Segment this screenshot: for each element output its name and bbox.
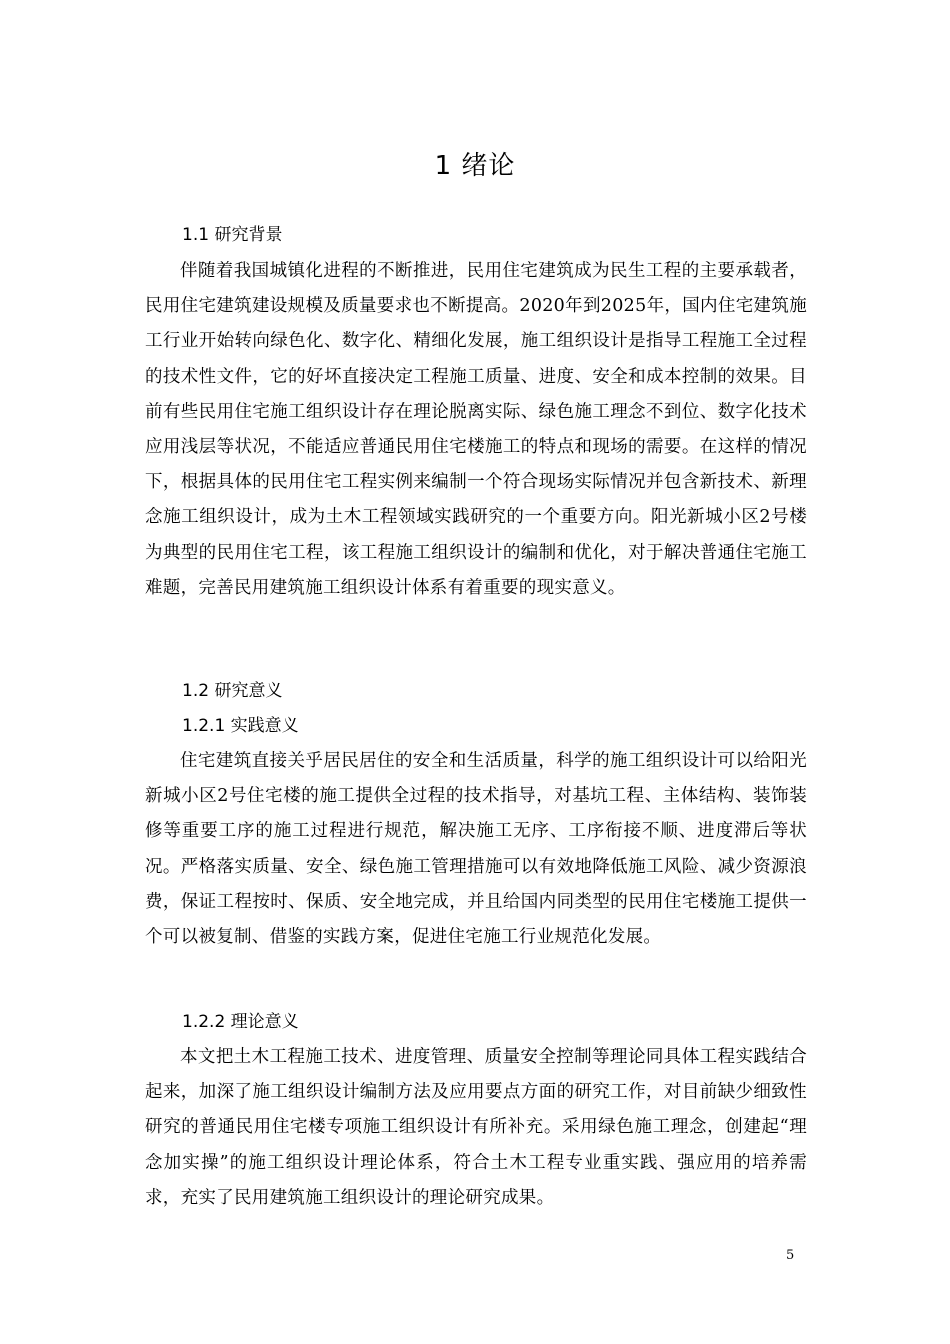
subsection-heading-theoretical-significance: 1.2.2 理论意义: [182, 1012, 299, 1032]
page-number: 5: [786, 1248, 795, 1263]
subsection-heading-practical-significance: 1.2.1 实践意义: [182, 716, 299, 736]
paragraph-research-background: 伴随着我国城镇化进程的不断推进，民用住宅建筑成为民生工程的主要承载者，民用住宅建筑建设规模及质量要求也不断提高。2020年到2025年，国内住宅建筑施工行业开始转向绿色化、数字化、精细化发展，施工组织设计是指导工程施工全过程的技术性文件，它的好坏直接决定工程施工质量、进度、安全和成本控制的效果。目前有些民用住宅施工组织设计存在理论脱离实际、绿色施工理念不到位、数字化技术应用浅层等状况，不能适应普通民用住宅楼施工的特点和现场的需要。在这样的情况下，根据具体的民用住宅工程实例来编制一个符合现场实际情况并包含新技术、新理念施工组织设计，成为土木工程领域实践研究的一个重要方向。阳光新城小区2号楼为典型的民用住宅工程，该工程施工组织设计的编制和优化，对于解决普通住宅施工难题，完善民用建筑施工组织设计体系有着重要的现实意义。: [145, 261, 807, 598]
chapter-title: 1 绪论: [434, 151, 516, 181]
section-heading-research-background: 1.1 研究背景: [182, 225, 283, 245]
paragraph-practical-significance: 住宅建筑直接关乎居民居住的安全和生活质量，科学的施工组织设计可以给阳光新城小区2号住宅楼的施工提供全过程的技术指导，对基坑工程、主体结构、装饰装修等重要工序的施工过程进行规范，解决施工无序、工序衔接不顺、进度滞后等状况。严格落实质量、安全、绿色施工管理措施可以有效地降低施工风险、减少资源浪费，保证工程按时、保质、安全地完成，并且给国内同类型的民用住宅楼施工提供一个可以被复制、借鉴的实践方案，促进住宅施工行业规范化发展。: [145, 751, 807, 948]
section-heading-research-significance: 1.2 研究意义: [182, 681, 283, 701]
paragraph-theoretical-significance: 本文把土木工程施工技术、进度管理、质量安全控制等理论同具体工程实践结合起来，加深了施工组织设计编制方法及应用要点方面的研究工作，对目前缺少细致性研究的普通民用住宅楼专项施工组织设计有所补充。采用绿色施工理念，创建起“理念加实操”的施工组织设计理论体系，符合土木工程专业重实践、强应用的培养需求，充实了民用建筑施工组织设计的理论研究成果。: [145, 1047, 807, 1208]
